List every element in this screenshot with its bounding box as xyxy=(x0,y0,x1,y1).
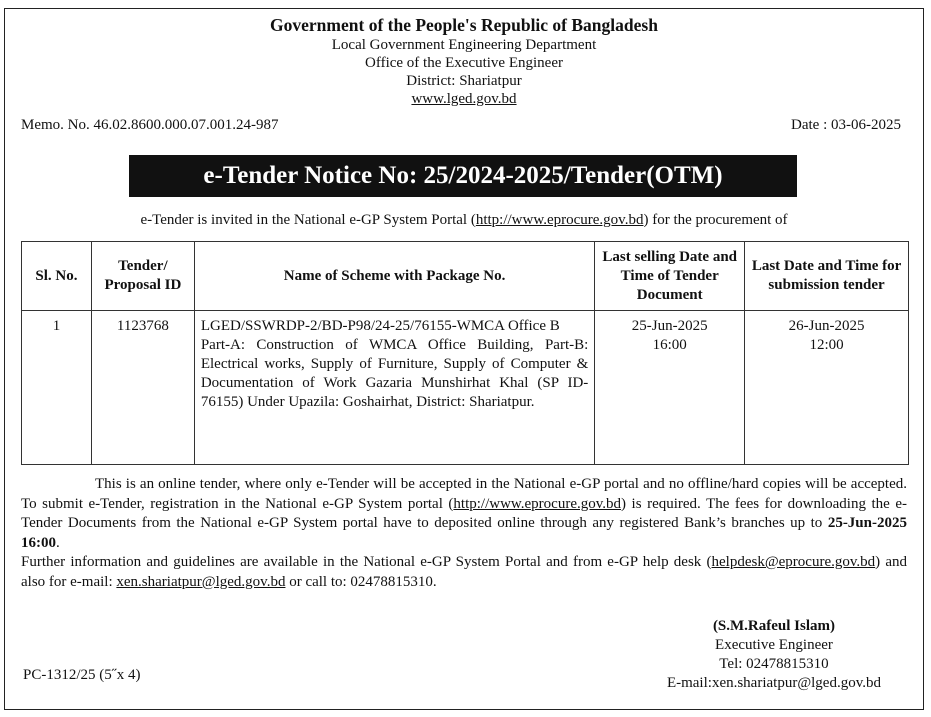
eprocure-link-2[interactable]: http://www.eprocure.gov.bd xyxy=(453,495,622,512)
cell-submission xyxy=(745,311,909,465)
col-header-selling: Last selling Date and Time of Tender Document xyxy=(595,242,745,311)
office-name: Office of the Executive Engineer xyxy=(365,55,563,71)
intro-line xyxy=(5,212,923,229)
col-header-submission: Last Date and Time for submission tender xyxy=(745,242,909,311)
p2-text-c: or call to: 02478815310. xyxy=(285,573,437,590)
helpdesk-email-link[interactable]: helpdesk@eprocure.gov.bd xyxy=(711,554,876,570)
memo-number: Memo. No. 46.02.8600.000.07.001.24-987 xyxy=(21,117,279,133)
signature-block xyxy=(667,617,881,693)
paragraph-online-tender xyxy=(21,475,907,553)
pc-reference: PC-1312/25 (5˝x 4) xyxy=(23,667,141,683)
tender-table xyxy=(21,241,909,465)
cell-selling xyxy=(595,311,745,465)
table-row xyxy=(22,311,909,465)
eprocure-link[interactable]: http://www.eprocure.gov.bd xyxy=(475,212,644,228)
government-title: Government of the People's Republic of Bangladesh xyxy=(270,15,658,35)
paragraph-further-info xyxy=(21,553,907,592)
notice-header xyxy=(5,15,923,108)
p2-text-b: ) and also for e-mail: xyxy=(21,554,907,590)
signatory-title: Executive Engineer xyxy=(715,637,833,653)
notice-date: Date : 03-06-2025 xyxy=(791,117,901,133)
intro-text-before: e-Tender is invited in the National e-GP System Portal ( xyxy=(140,212,476,228)
signatory-name: (S.M.Rafeul Islam) xyxy=(712,618,836,634)
scheme-description: Part-A: Construction of WMCA Office Building, Part-B: Electrical works, Supply of Furniture, Supply of Computer & Documentation of Work Gazaria Munshirhat Khal (SP ID-76155) Under Upazila: Goshairhat, District: Shariatpur. xyxy=(200,337,589,410)
col-header-sl: Sl. No. xyxy=(22,242,92,311)
cell-scheme xyxy=(194,311,594,465)
selling-time: 16:00 xyxy=(652,337,687,353)
deadline-text: 25-Jun-2025 16:00 xyxy=(21,515,907,551)
submission-date: 26-Jun-2025 xyxy=(788,318,865,334)
col-header-scheme: Name of Scheme with Package No. xyxy=(194,242,594,311)
cell-sl: 1 xyxy=(22,311,92,465)
submission-time: 12:00 xyxy=(809,337,844,353)
xen-email-link[interactable]: xen.shariatpur@lged.gov.bd xyxy=(116,573,286,590)
p1-end: . xyxy=(56,534,60,551)
cell-tender-id: 1123768 xyxy=(91,311,194,465)
p1-text-b: ) is required. The fees for downloading the e-Tender Documents from the National e-GP System portal have to deposited online through any registered Bank’s branches up to xyxy=(21,495,907,531)
p1-text-a: This is an online tender, where only e-Tender will be accepted in the National e-GP portal and no offline/hard copies will be accepted. To submit e-Tender, registration in the National e-GP System portal ( xyxy=(21,476,907,512)
table-header-row xyxy=(22,242,909,311)
website-link[interactable]: www.lged.gov.bd xyxy=(411,91,517,107)
department-name: Local Government Engineering Department xyxy=(331,37,597,53)
tender-notice-page xyxy=(4,8,924,710)
selling-date: 25-Jun-2025 xyxy=(631,318,708,334)
notice-banner: e-Tender Notice No: 25/2024-2025/Tender(OTM) xyxy=(129,155,797,197)
district-name: District: Shariatpur xyxy=(406,73,522,89)
intro-text-after: ) for the procurement of xyxy=(643,212,788,228)
p2-text-a: Further information and guidelines are available in the National e-GP System Portal and from e-GP help desk ( xyxy=(21,554,712,570)
col-header-tender-id: Tender/ Proposal ID xyxy=(91,242,194,311)
signatory-tel: Tel: 02478815310 xyxy=(719,656,829,672)
notice-body xyxy=(21,475,907,592)
package-number: LGED/SSWRDP-2/BD-P98/24-25/76155-WMCA Office B xyxy=(200,318,560,334)
signatory-email: E-mail:xen.shariatpur@lged.gov.bd xyxy=(666,675,881,691)
